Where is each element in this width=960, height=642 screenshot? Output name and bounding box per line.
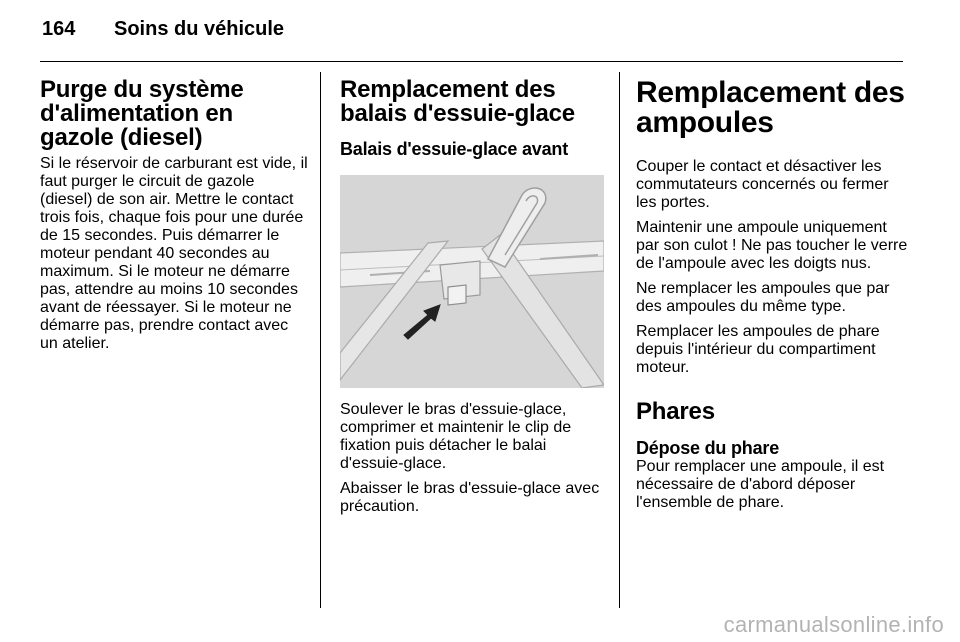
headlight-removal-subheading: Dépose du phare (636, 438, 780, 458)
bulbs-text-4: Remplacer les ampoules de phare depuis l'intérieur du compartiment moteur. (636, 323, 880, 376)
column-divider-2 (619, 72, 620, 608)
wiper-heading: Remplacement des balais d'essuie-glace (340, 76, 575, 127)
column-bulbs (636, 78, 908, 512)
watermark: carmanualsonline.info (723, 612, 944, 637)
column-wiper-blades (340, 78, 604, 516)
front-wiper-subheading: Balais d'essuie-glace avant (340, 139, 568, 159)
bulbs-text-3: Ne remplacer les ampoules que par des ampoules du même type. (636, 280, 890, 315)
section-title: Soins du véhicule (114, 18, 285, 40)
headlight-removal-text: Pour remplacer une ampoule, il est nécessaire de d'abord déposer l'ensemble de phare. (636, 458, 885, 511)
wiper-step-1: Soulever le bras d'essuie-glace, comprimer et maintenir le clip de fixation puis détacher le balai d'essuie-glace. (340, 401, 572, 472)
wiper-step-2: Abaisser le bras d'essuie-glace avec précaution. (340, 480, 600, 515)
column-divider-1 (320, 72, 321, 608)
diesel-purge-heading: Purge du système d'alimentation en gazole (diesel) (40, 76, 244, 151)
bulbs-heading: Remplacement des ampoules (636, 76, 905, 139)
wiper-blade-illustration (340, 175, 604, 388)
bulbs-text-1: Couper le contact et désactiver les commutateurs concernés ou fermer les portes. (636, 158, 889, 211)
page-number: 164 (42, 18, 76, 40)
header-rule (40, 61, 903, 62)
diesel-purge-text: Si le réservoir de carburant est vide, il faut purger le circuit de gazole (diesel) de son air. Mettre le contact trois fois, chaque fois pour une durée de 15 secondes. Puis démarrer le moteur pendant 40 secondes au maximum. Si le moteur ne démarre pas, attendre au moins 10 secondes avant de réessayer. Si le moteur ne démarre pas, prendre contact avec un atelier. (40, 155, 308, 352)
page-header (42, 18, 284, 41)
bulbs-text-2: Maintenir une ampoule uniquement par son culot ! Ne pas toucher le verre de l'ampoule avec les doigts nus. (636, 219, 908, 272)
headlights-heading: Phares (636, 398, 715, 425)
column-diesel-purge (40, 78, 308, 353)
